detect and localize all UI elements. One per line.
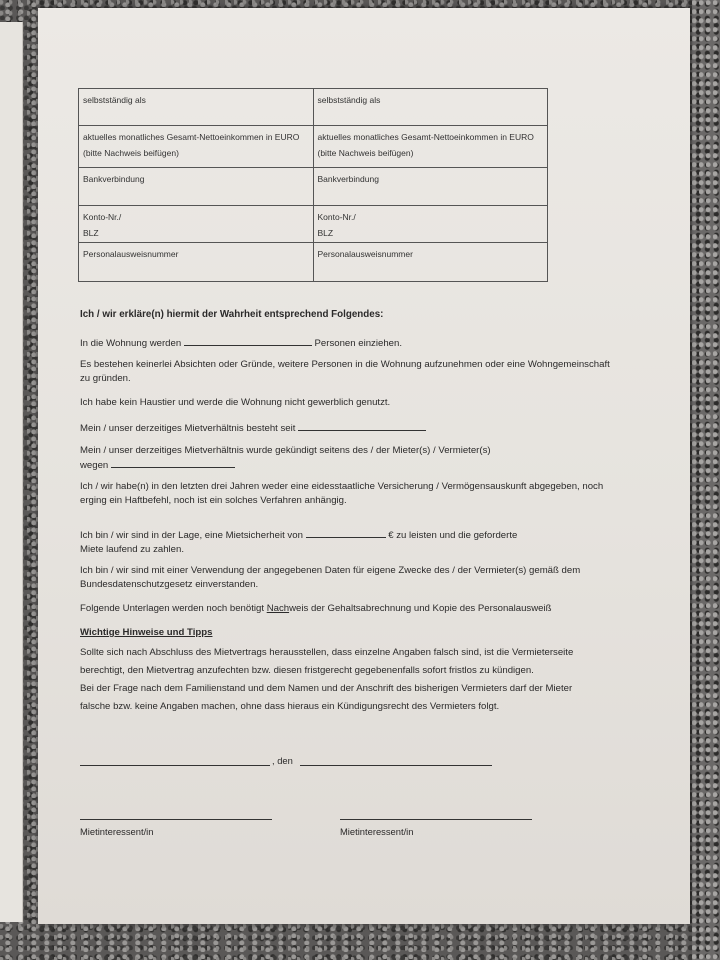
signature-line-right[interactable] (340, 818, 532, 820)
tenancy-since-statement (80, 421, 610, 436)
deposit-statement (80, 528, 610, 557)
table-row (79, 206, 548, 243)
table-cell (313, 89, 548, 126)
table-cell (79, 126, 314, 168)
document-page (38, 8, 690, 924)
cell-sublabel: (bitte Nachweis beifügen) (317, 148, 414, 158)
table-row (79, 89, 548, 126)
documents-statement (80, 602, 610, 616)
cell-label: Konto-Nr./ (317, 212, 356, 222)
cell-sublabel: (bitte Nachweis beifügen) (83, 148, 179, 158)
signature-label-right: Mietinteressent/in (340, 826, 414, 837)
cell-label: aktuelles monatliches Gesamt-Nettoeinkommen in EURO (83, 132, 300, 142)
table-cell (313, 206, 548, 243)
documents-underlined: Nach (266, 603, 290, 614)
cell-label: Bankverbindung (83, 174, 145, 184)
table-cell (313, 126, 548, 168)
no-pets-statement: Ich habe kein Haustier und werde die Wohnung nicht gewerblich genutzt. (80, 397, 391, 408)
cell-label: Konto-Nr./ (83, 212, 122, 222)
place-signature-line[interactable] (80, 764, 270, 766)
tenancy-since-blank[interactable] (298, 421, 426, 431)
terminated-label: Mein / unser derzeitiges Mietverhältnis wurde gekündigt seitens des / der Mieter(s) / Vermieter(s) (80, 445, 491, 456)
granite-background (692, 0, 720, 960)
terminated-statement (80, 444, 610, 473)
no-more-persons-statement: Es bestehen keinerlei Absichten oder Gründe, weitere Personen in die Wohnung aufzunehmen oder eine Wohngemeinschaft zu gründen. (80, 359, 610, 384)
cell-label: Personalausweisnummer (83, 249, 179, 259)
table-row (79, 243, 548, 282)
date-den-label: , den (272, 755, 293, 766)
cell-label: aktuelles monatliches Gesamt-Nettoeinkommen in EURO (317, 132, 534, 142)
adjacent-paper-sheet (0, 22, 23, 922)
deposit-line2: Miete laufend zu zahlen. (80, 544, 184, 555)
deposit-amount-blank[interactable] (306, 528, 386, 538)
table-cell (79, 243, 314, 282)
hints-line: falsche bzw. keine Angaben machen, ohne dass hieraus ein Kündigungsrecht des Vermieters folgt. (80, 701, 500, 712)
cell-label: Personalausweisnummer (317, 249, 413, 259)
table-cell (313, 243, 548, 282)
deposit-suffix: € zu leisten und die geforderte (388, 530, 518, 541)
applicant-info-table (78, 88, 548, 282)
persons-statement (80, 336, 610, 351)
hints-body (80, 644, 640, 716)
documents-prefix: Folgende Unterlagen werden noch benötigt (80, 603, 267, 614)
table-row (79, 126, 548, 168)
cell-label: selbstständig als (317, 95, 381, 105)
persons-prefix: In die Wohnung werden (80, 338, 182, 349)
tenancy-since-label: Mein / unser derzeitiges Mietverhältnis besteht seit (80, 423, 296, 434)
table-cell (313, 168, 548, 206)
cell-label: Bankverbindung (317, 174, 379, 184)
documents-suffix: weis der Gehaltsabrechnung und Kopie des Personalausweiß (289, 603, 552, 614)
hints-title: Wichtige Hinweise und Tipps (80, 627, 213, 638)
hints-line: Bei der Frage nach dem Familienstand und dem Namen und der Anschrift des bisherigen Vermieters darf der Mieter (80, 683, 573, 694)
declaration-heading: Ich / wir erkläre(n) hiermit der Wahrheit entsprechend Folgendes: (80, 309, 384, 320)
signature-label-left: Mietinteressent/in (80, 826, 154, 837)
persons-count-blank[interactable] (184, 336, 312, 346)
cell-sublabel: BLZ (83, 228, 99, 238)
cell-sublabel: BLZ (317, 228, 334, 238)
date-signature-line[interactable] (300, 764, 492, 766)
table-cell (79, 206, 314, 243)
hints-line: Sollte sich nach Abschluss des Mietvertrags herausstellen, dass einzelne Angaben falsch sind, ist die Vermieterseite (80, 647, 574, 658)
data-consent-statement: Ich bin / wir sind mit einer Verwendung der angegebenen Daten für eigene Zwecke des / der Vermieter(s) gemäß dem Bundesdatenschutzgesetz einverstanden. (80, 565, 581, 590)
terminated-reason-blank[interactable] (111, 458, 235, 468)
table-row (79, 168, 548, 206)
table-cell (79, 89, 314, 126)
hints-line: berechtigt, den Mietvertrag anzufechten bzw. diesen fristgerecht gegebenenfalls sofort fristlos zu kündigen. (80, 665, 534, 676)
persons-suffix: Personen einziehen. (314, 338, 402, 349)
cell-label: selbstständig als (83, 95, 146, 105)
table-cell (79, 168, 314, 206)
terminated-reason-label: wegen (80, 460, 109, 471)
deposit-prefix: Ich bin / wir sind in der Lage, eine Mietsicherheit von (80, 530, 303, 541)
signature-line-left[interactable] (80, 818, 272, 820)
no-affidavit-statement: Ich / wir habe(n) in den letzten drei Jahren weder eine eidesstaatliche Versicherung / Vermögensauskunft abgegeben, noch erging ein Haftbefehl, noch ist ein solches Verfahren anhängig. (80, 481, 604, 506)
